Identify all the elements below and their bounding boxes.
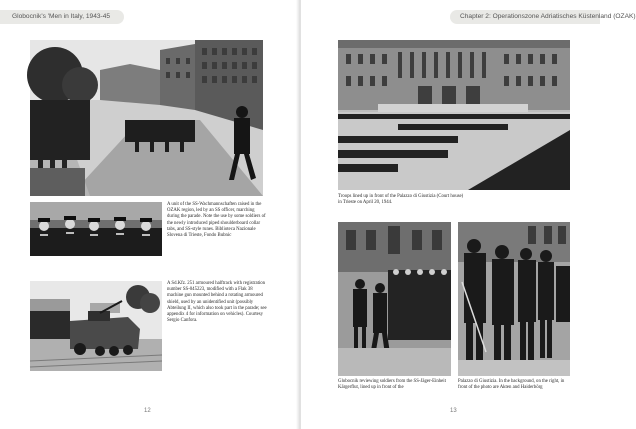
right-page <box>301 0 636 429</box>
right-running-head: Chapter 2: Operationszone Adriatisches Küstenland (OZAK) <box>450 10 600 24</box>
photo-soldiers-attention <box>458 222 570 376</box>
caption-soldiers-attention: Palazzo di Giustizia. In the background, on the right, in front of the photo are Akten and Haiderbörg <box>458 379 565 391</box>
caption-palazzo-troops: Troops lined up in front of the Palazzo di Giustizia (Court house) in Trieste on April 20, 1944. <box>338 194 464 206</box>
left-page <box>0 0 299 429</box>
photo-globocnik-review <box>338 222 451 376</box>
caption-soldiers-closeup: A unit of the SS-Wachmannschaften raised in the OZAK region, led by an SS officer, marching during the parade. Note the use by some soldiers of the newly introduced piped shoulderboard collar tabs, and SS-style runes. Biblioteca Nazionale Slovena di Trieste, Fondo Bubnic <box>167 202 266 239</box>
left-page-number: 12 <box>144 408 151 414</box>
caption-globocnik-review: Globocnik reviewing soldiers from the SS-Jäger-Einheit Kärgerflut, lined up in front of the <box>338 379 446 391</box>
photo-soldiers-closeup <box>30 202 162 256</box>
photo-palazzo-troops <box>338 40 570 190</box>
right-page-number: 13 <box>450 408 457 414</box>
caption-halftrack: A Sd.Kfz. 251 armoured halftrack with registration number SS-045223, modified with a Flak 38 machine gun mounted behind a rotating armoured shield, used by an unidentified unit (possibly Abteilung II, which also took part in the parade; see appendix 4 for information on vehicles). Courtesy Sergio Canfora. <box>167 281 267 324</box>
left-running-head: Globocnik's 'Men in Italy, 1943-45 <box>0 10 124 24</box>
photo-street-parade <box>30 40 263 196</box>
photo-halftrack <box>30 281 162 371</box>
